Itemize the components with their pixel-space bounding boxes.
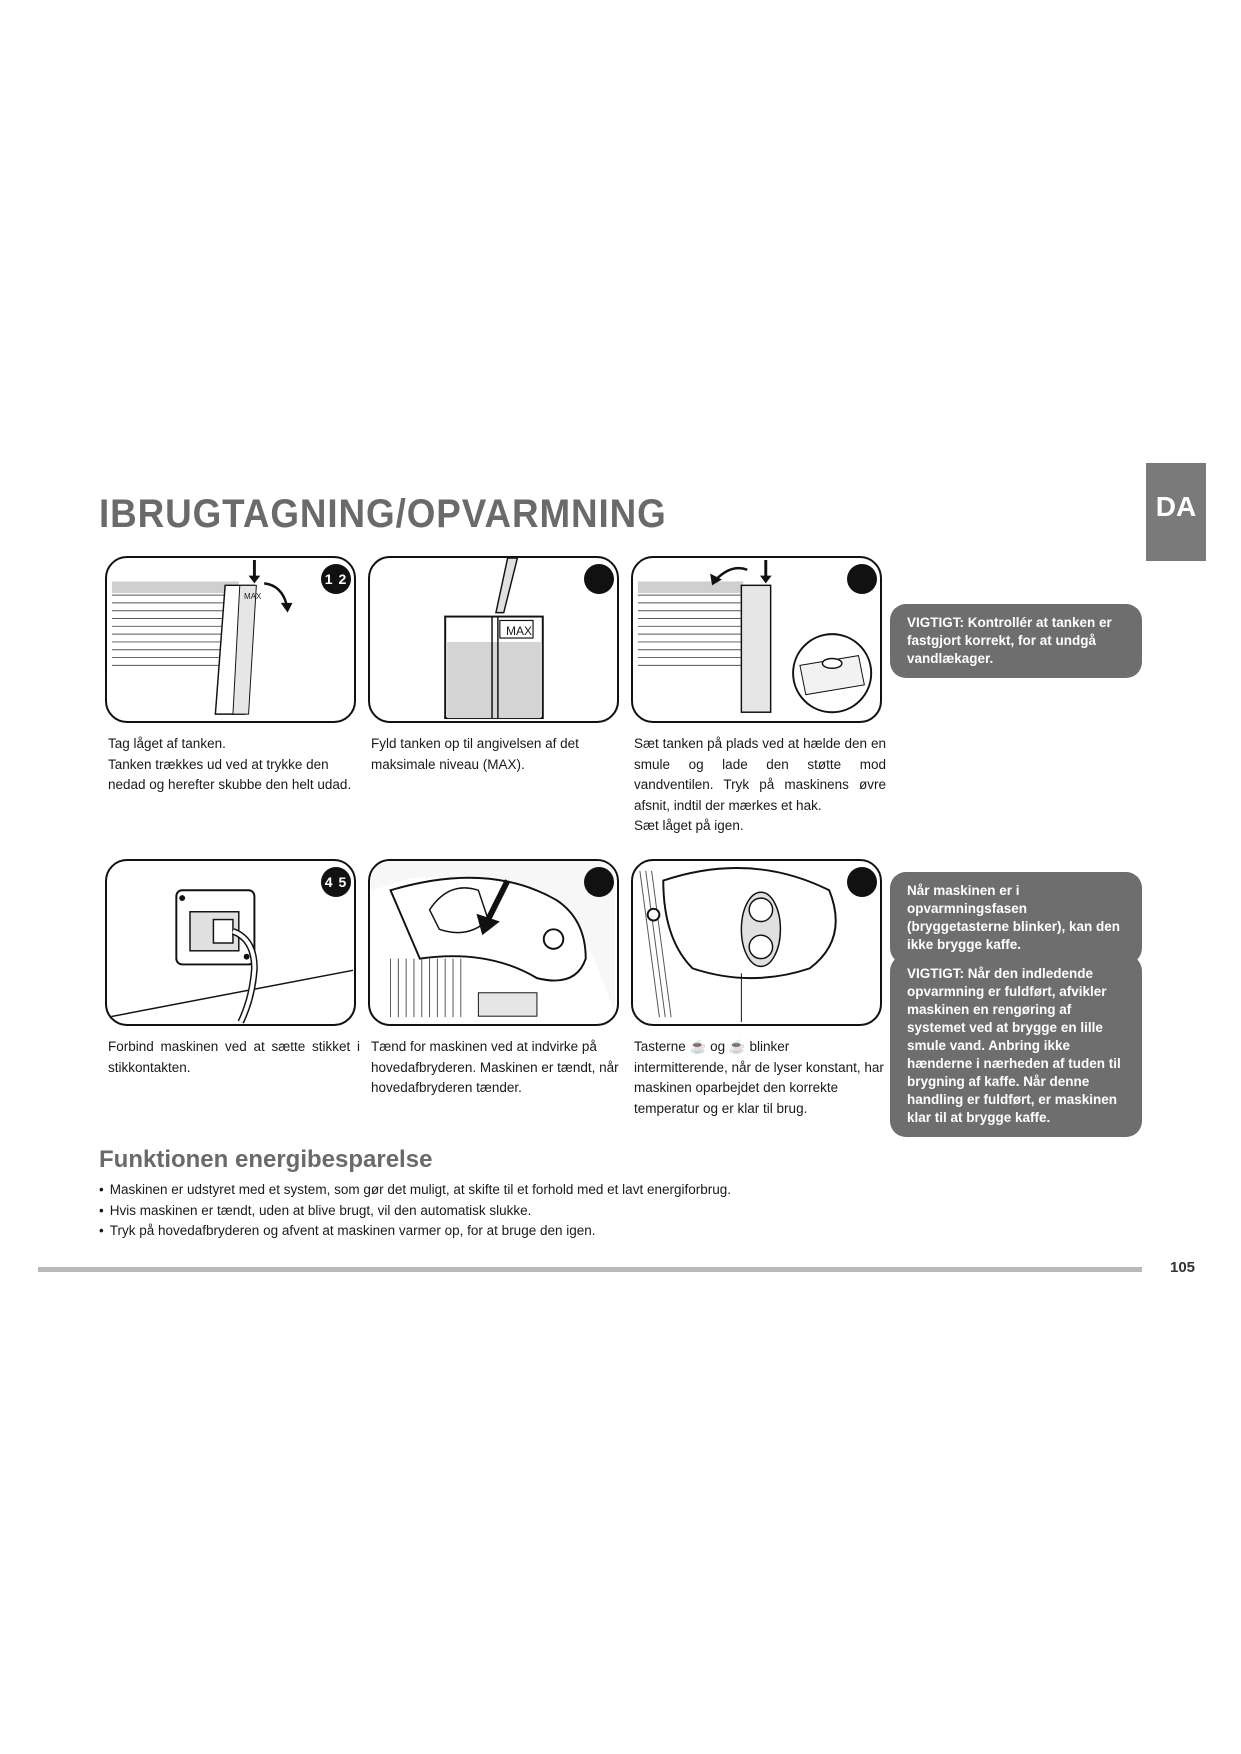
- heating-phase-note: Når maskinen er i opvarmningsfasen (bryggetasterne blinker), kan den ikke brygge kaffe.: [890, 872, 1142, 964]
- step-3-caption: Sæt tanken på plads ved at hælde den en smule og lade den støtte mod vandventilen. Tryk på maskinens øvre afsnit, indtil der mærkes et hak. Sæt låget på igen.: [634, 736, 886, 833]
- energy-list: [99, 1180, 731, 1242]
- max-label: MAX: [506, 624, 533, 638]
- step-5-caption: Tænd for maskinen ved at indvirke på hovedafbryderen. Maskinen er tændt, når hovedafbryderen tænder.: [371, 1039, 619, 1095]
- step-1-caption: Tag låget af tanken. Tanken trækkes ud ved at trykke den nedad og herefter skubbe den helt udad.: [108, 736, 352, 792]
- step-2-caption: Fyld tanken op til angivelsen af det maksimale niveau (MAX).: [371, 736, 579, 772]
- max-label: MAX: [244, 592, 262, 601]
- large-cup-icon: ☕: [728, 1039, 746, 1054]
- coffee-cup-icon: ☕: [689, 1039, 707, 1054]
- step-badge: 1 2: [321, 564, 351, 594]
- tank-removal-drawing: [107, 558, 354, 721]
- step-6-illustration: [631, 859, 882, 1026]
- step-4-caption: Forbind maskinen ved at sætte stikket i stikkontakten.: [108, 1039, 360, 1075]
- step-3-illustration: [631, 556, 882, 723]
- power-switch-drawing: [370, 861, 617, 1024]
- list-item: • Maskinen er udstyret med et system, som gør det muligt, at skifte til et forhold med et lavt energiforbrug.: [99, 1180, 731, 1201]
- caption-text: blinker intermitterende, når de lyser konstant, har maskinen oparbejdet den korrekte temperatur og er klar til brug.: [634, 1039, 884, 1116]
- list-item: • Tryk på hovedafbryderen og afvent at maskinen varmer op, for at bruge den igen.: [99, 1221, 731, 1242]
- footer-divider: [38, 1267, 1142, 1272]
- page-number: 105: [1170, 1259, 1196, 1276]
- control-buttons-drawing: [633, 861, 880, 1024]
- step-badge: [584, 564, 614, 594]
- step-6-caption: [634, 1037, 886, 1119]
- list-item: • Hvis maskinen er tændt, uden at blive brugt, vil den automatisk slukke.: [99, 1201, 731, 1222]
- plug-socket-drawing: [107, 861, 354, 1024]
- step-badge: [847, 564, 877, 594]
- energy-section-title: Funktionen energibesparelse: [99, 1146, 433, 1173]
- tank-insertion-drawing: [633, 558, 880, 721]
- step-badge: [584, 867, 614, 897]
- step-1-illustration: [105, 556, 356, 723]
- important-note-tank: VIGTIGT: Kontrollér at tanken er fastgjort korrekt, for at undgå vandlækager.: [890, 604, 1142, 678]
- language-tab: DA: [1146, 463, 1206, 561]
- step-5-illustration: [368, 859, 619, 1026]
- page-title: IBRUGTAGNING/OPVARMNING: [99, 492, 667, 536]
- step-2-illustration: [368, 556, 619, 723]
- caption-text: Tasterne: [634, 1039, 686, 1054]
- step-badge: [847, 867, 877, 897]
- important-note-rinse: VIGTIGT: Når den indledende opvarmning er fuldført, afvikler maskinen en rengøring af systemet ved at brygge en lille smule vand. Anbring ikke hænderne i nærheden af tuden til brygning af kaffe. Når denne handling er fuldført, er maskinen klar til at brygge kaffe.: [890, 955, 1142, 1137]
- step-badge: 4 5: [321, 867, 351, 897]
- tank-filling-drawing: [370, 558, 617, 721]
- caption-text: og: [710, 1039, 726, 1054]
- step-4-illustration: [105, 859, 356, 1026]
